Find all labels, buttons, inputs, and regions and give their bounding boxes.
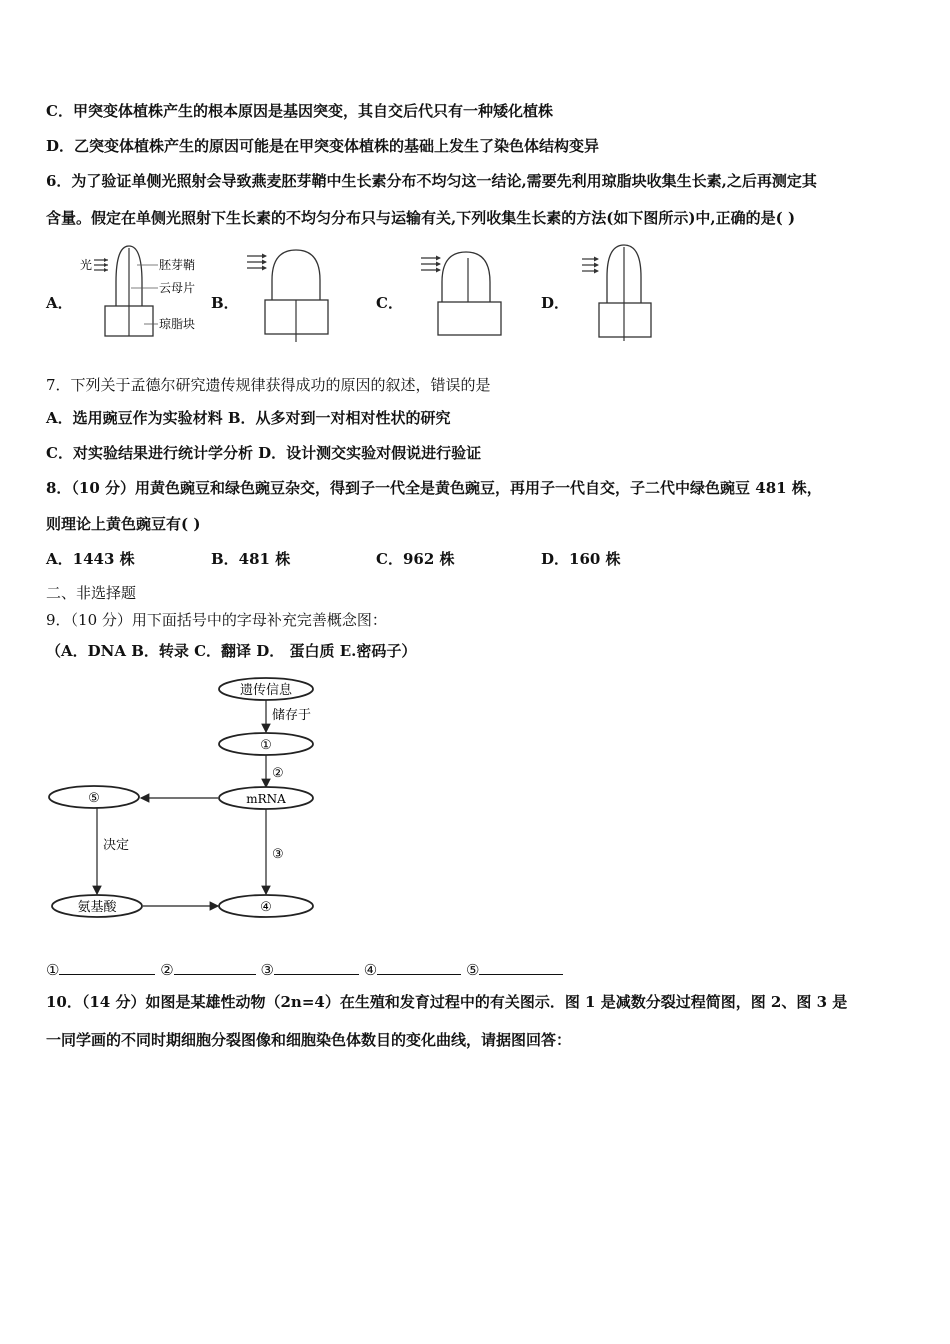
- q7-stem: 7．下列关于孟德尔研究遗传规律获得成功的原因的叙述，错误的是: [46, 376, 491, 394]
- blank-3-label: ③: [260, 961, 274, 979]
- agar-label: 琼脂块: [159, 317, 196, 331]
- q8-option-c: C．962 株: [376, 550, 455, 568]
- node-genetic-info-label: 遗传信息: [239, 683, 293, 698]
- blank-1-label: ①: [46, 961, 60, 979]
- q7-options-row2: C．对实验结果进行统计学分析 D．设计测交实验对假说进行验证: [46, 444, 482, 462]
- blank-3[interactable]: [274, 958, 359, 975]
- q6-option-d-label: D．: [541, 294, 570, 312]
- q8-stem-line1: 8．（10 分）用黄色豌豆和绿色豌豆杂交，得到子一代全是黄色豌豆，再用子一代自交，子二代中绿色豌豆 481 株，: [46, 479, 822, 497]
- q6-figure-c: [418, 250, 518, 340]
- label-3: ③: [272, 847, 284, 862]
- decide-label: 决定: [103, 838, 130, 853]
- coleoptile-shape: [442, 252, 490, 302]
- q6-option-c-label: C．: [376, 294, 403, 312]
- agar-block: [438, 302, 501, 335]
- blank-5[interactable]: [479, 958, 563, 975]
- q5-option-d: D．乙突变体植株产生的原因可能是在甲突变体植株的基础上发生了染色体结构变异: [46, 137, 600, 155]
- q8-option-b: B．481 株: [211, 550, 291, 568]
- blank-2[interactable]: [174, 958, 256, 975]
- q6-figure-d: [580, 243, 660, 343]
- node-4-label: ④: [260, 900, 272, 915]
- node-mrna-label: mRNA: [246, 792, 286, 806]
- q6-option-a-label: A．: [46, 294, 73, 312]
- mica-label: 云母片: [159, 281, 196, 295]
- q5-option-c: C．甲突变体植株产生的根本原因是基因突变，其自交后代只有一种矮化植株: [46, 102, 553, 120]
- label-2: ②: [272, 766, 284, 781]
- blank-5-label: ⑤: [465, 961, 480, 979]
- blank-2-label: ②: [160, 961, 174, 979]
- store-label: 储存于: [272, 708, 312, 723]
- q9-answer-blanks: [46, 958, 563, 980]
- q6-stem-line1: 6．为了验证单侧光照射会导致燕麦胚芽鞘中生长素分布不均匀这一结论,需要先利用琼脂块收集生长素,之后再测定其: [46, 172, 817, 190]
- coleoptile-shape: [272, 250, 320, 300]
- q6-figure-a: [74, 242, 204, 344]
- node-amino-acid-label: 氨基酸: [77, 900, 117, 915]
- q10-stem-line2: 一同学画的不同时期细胞分裂图像和细胞染色体数目的变化曲线，请据图回答：: [46, 1031, 572, 1049]
- q6-option-b-label: B．: [211, 294, 239, 312]
- q6-figure-b: [244, 246, 344, 342]
- concept-map: [44, 674, 324, 930]
- blank-4[interactable]: [377, 958, 461, 975]
- q7-options-row1: A．选用豌豆作为实验材料 B．从多对到一对相对性状的研究: [46, 409, 451, 427]
- node-5-label: ⑤: [88, 791, 100, 806]
- section-title: 二、非选择题: [46, 584, 137, 602]
- q8-option-a: A．1443 株: [46, 550, 135, 568]
- q8-stem-line2: 则理论上黄色豌豆有( ): [46, 515, 201, 533]
- q6-stem-line2: 含量。假定在单侧光照射下生长素的不均匀分布只与运输有关,下列收集生长素的方法(如下图所示)中,正确的是( ): [46, 209, 796, 227]
- light-label: 光: [80, 258, 93, 272]
- coleoptile-label: 胚芽鞘: [159, 258, 196, 272]
- blank-1[interactable]: [59, 958, 155, 975]
- q9-choices: （A．DNA B．转录 C．翻译 D． 蛋白质 E.密码子）: [46, 642, 417, 660]
- agar-block: [599, 303, 651, 337]
- q10-stem-line1: 10．（14 分）如图是某雄性动物（2n=4）在生殖和发育过程中的有关图示．图 1 是减数分裂过程简图，图 2、图 3 是: [46, 993, 848, 1011]
- blank-4-label: ④: [363, 961, 378, 979]
- q8-option-d: D．160 株: [541, 550, 621, 568]
- q9-stem: 9．（10 分）用下面括号中的字母补充完善概念图：: [46, 611, 387, 629]
- node-1-label: ①: [260, 738, 272, 753]
